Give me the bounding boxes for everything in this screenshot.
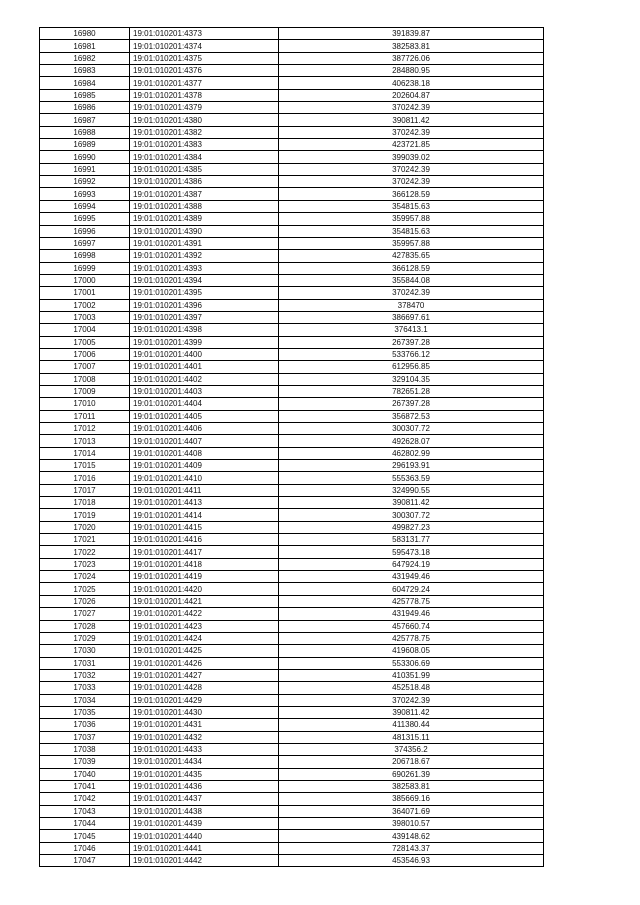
row-number-cell: 17047 <box>40 855 130 867</box>
cadastral-number-cell: 19:01:010201:4406 <box>130 423 279 435</box>
row-number-cell: 17004 <box>40 324 130 336</box>
cadastral-number-cell: 19:01:010201:4380 <box>130 114 279 126</box>
value-cell: 553306.69 <box>279 657 544 669</box>
cadastral-number-cell: 19:01:010201:4431 <box>130 719 279 731</box>
value-cell: 324990.55 <box>279 484 544 496</box>
table-row <box>40 348 544 360</box>
value-cell: 366128.59 <box>279 188 544 200</box>
cadastral-number-cell: 19:01:010201:4414 <box>130 509 279 521</box>
table-row <box>40 151 544 163</box>
value-cell: 583131.77 <box>279 534 544 546</box>
row-number-cell: 17033 <box>40 682 130 694</box>
table-row <box>40 706 544 718</box>
cadastral-number-cell: 19:01:010201:4415 <box>130 521 279 533</box>
cadastral-number-cell: 19:01:010201:4430 <box>130 706 279 718</box>
row-number-cell: 17003 <box>40 311 130 323</box>
table-row <box>40 472 544 484</box>
value-cell: 382583.81 <box>279 40 544 52</box>
table-body <box>40 28 544 867</box>
cadastral-number-cell: 19:01:010201:4423 <box>130 620 279 632</box>
value-cell: 690261.39 <box>279 768 544 780</box>
row-number-cell: 17000 <box>40 274 130 286</box>
value-cell: 431949.46 <box>279 608 544 620</box>
cadastral-number-cell: 19:01:010201:4401 <box>130 361 279 373</box>
table-row <box>40 287 544 299</box>
cadastral-number-cell: 19:01:010201:4421 <box>130 595 279 607</box>
value-cell: 390811.42 <box>279 114 544 126</box>
table-row <box>40 460 544 472</box>
value-cell: 419608.05 <box>279 645 544 657</box>
cadastral-number-cell: 19:01:010201:4397 <box>130 311 279 323</box>
table-row <box>40 805 544 817</box>
row-number-cell: 17045 <box>40 830 130 842</box>
cadastral-number-cell: 19:01:010201:4398 <box>130 324 279 336</box>
row-number-cell: 16986 <box>40 102 130 114</box>
table-row <box>40 731 544 743</box>
cadastral-number-cell: 19:01:010201:4441 <box>130 842 279 854</box>
table-row <box>40 336 544 348</box>
cadastral-number-cell: 19:01:010201:4437 <box>130 793 279 805</box>
value-cell: 300307.72 <box>279 423 544 435</box>
cadastral-number-cell: 19:01:010201:4438 <box>130 805 279 817</box>
row-number-cell: 17021 <box>40 534 130 546</box>
cadastral-number-cell: 19:01:010201:4400 <box>130 348 279 360</box>
cadastral-number-cell: 19:01:010201:4427 <box>130 669 279 681</box>
data-table <box>39 27 544 867</box>
value-cell: 356872.53 <box>279 410 544 422</box>
row-number-cell: 17002 <box>40 299 130 311</box>
row-number-cell: 17039 <box>40 756 130 768</box>
table-row <box>40 756 544 768</box>
value-cell: 370242.39 <box>279 176 544 188</box>
cadastral-number-cell: 19:01:010201:4378 <box>130 89 279 101</box>
table-row <box>40 139 544 151</box>
cadastral-number-cell: 19:01:010201:4408 <box>130 447 279 459</box>
table-row <box>40 410 544 422</box>
row-number-cell: 16997 <box>40 237 130 249</box>
value-cell: 439148.62 <box>279 830 544 842</box>
table-row <box>40 780 544 792</box>
row-number-cell: 17009 <box>40 385 130 397</box>
table-row <box>40 743 544 755</box>
table-row <box>40 571 544 583</box>
table-row <box>40 398 544 410</box>
cadastral-number-cell: 19:01:010201:4394 <box>130 274 279 286</box>
row-number-cell: 17017 <box>40 484 130 496</box>
row-number-cell: 17011 <box>40 410 130 422</box>
row-number-cell: 17030 <box>40 645 130 657</box>
value-cell: 267397.28 <box>279 336 544 348</box>
value-cell: 370242.39 <box>279 102 544 114</box>
cadastral-number-cell: 19:01:010201:4383 <box>130 139 279 151</box>
cadastral-number-cell: 19:01:010201:4375 <box>130 52 279 64</box>
table-row <box>40 225 544 237</box>
table-row <box>40 188 544 200</box>
value-cell: 370242.39 <box>279 694 544 706</box>
cadastral-number-cell: 19:01:010201:4417 <box>130 546 279 558</box>
cadastral-number-cell: 19:01:010201:4419 <box>130 571 279 583</box>
cadastral-number-cell: 19:01:010201:4442 <box>130 855 279 867</box>
table-row <box>40 558 544 570</box>
table-row <box>40 595 544 607</box>
table-row <box>40 176 544 188</box>
table-row <box>40 435 544 447</box>
value-cell: 390811.42 <box>279 497 544 509</box>
row-number-cell: 17040 <box>40 768 130 780</box>
table-row <box>40 311 544 323</box>
value-cell: 355844.08 <box>279 274 544 286</box>
value-cell: 399039.02 <box>279 151 544 163</box>
cadastral-number-cell: 19:01:010201:4395 <box>130 287 279 299</box>
value-cell: 782651.28 <box>279 385 544 397</box>
cadastral-number-cell: 19:01:010201:4387 <box>130 188 279 200</box>
cadastral-number-cell: 19:01:010201:4385 <box>130 163 279 175</box>
value-cell: 612956.85 <box>279 361 544 373</box>
value-cell: 206718.67 <box>279 756 544 768</box>
value-cell: 296193.91 <box>279 460 544 472</box>
table-row <box>40 299 544 311</box>
cadastral-number-cell: 19:01:010201:4402 <box>130 373 279 385</box>
cadastral-number-cell: 19:01:010201:4382 <box>130 126 279 138</box>
value-cell: 376413.1 <box>279 324 544 336</box>
cadastral-number-cell: 19:01:010201:4416 <box>130 534 279 546</box>
table-row <box>40 361 544 373</box>
cadastral-number-cell: 19:01:010201:4426 <box>130 657 279 669</box>
row-number-cell: 17036 <box>40 719 130 731</box>
table-row <box>40 126 544 138</box>
value-cell: 492628.07 <box>279 435 544 447</box>
row-number-cell: 16990 <box>40 151 130 163</box>
row-number-cell: 17015 <box>40 460 130 472</box>
cadastral-number-cell: 19:01:010201:4393 <box>130 262 279 274</box>
cadastral-number-cell: 19:01:010201:4376 <box>130 65 279 77</box>
value-cell: 533766.12 <box>279 348 544 360</box>
value-cell: 329104.35 <box>279 373 544 385</box>
value-cell: 354815.63 <box>279 225 544 237</box>
row-number-cell: 16994 <box>40 200 130 212</box>
row-number-cell: 17018 <box>40 497 130 509</box>
cadastral-number-cell: 19:01:010201:4420 <box>130 583 279 595</box>
table-row <box>40 40 544 52</box>
value-cell: 378470 <box>279 299 544 311</box>
cadastral-number-cell: 19:01:010201:4388 <box>130 200 279 212</box>
value-cell: 386697.61 <box>279 311 544 323</box>
value-cell: 370242.39 <box>279 126 544 138</box>
row-number-cell: 17008 <box>40 373 130 385</box>
row-number-cell: 16998 <box>40 250 130 262</box>
row-number-cell: 16981 <box>40 40 130 52</box>
cadastral-number-cell: 19:01:010201:4391 <box>130 237 279 249</box>
cadastral-number-cell: 19:01:010201:4411 <box>130 484 279 496</box>
value-cell: 385669.16 <box>279 793 544 805</box>
row-number-cell: 17043 <box>40 805 130 817</box>
row-number-cell: 16983 <box>40 65 130 77</box>
row-number-cell: 16982 <box>40 52 130 64</box>
value-cell: 390811.42 <box>279 706 544 718</box>
row-number-cell: 16984 <box>40 77 130 89</box>
cadastral-number-cell: 19:01:010201:4436 <box>130 780 279 792</box>
value-cell: 728143.37 <box>279 842 544 854</box>
row-number-cell: 16992 <box>40 176 130 188</box>
value-cell: 499827.23 <box>279 521 544 533</box>
row-number-cell: 16988 <box>40 126 130 138</box>
table-row <box>40 213 544 225</box>
table-row <box>40 89 544 101</box>
row-number-cell: 17007 <box>40 361 130 373</box>
cadastral-number-cell: 19:01:010201:4425 <box>130 645 279 657</box>
table-row <box>40 583 544 595</box>
row-number-cell: 17016 <box>40 472 130 484</box>
row-number-cell: 17035 <box>40 706 130 718</box>
value-cell: 267397.28 <box>279 398 544 410</box>
value-cell: 370242.39 <box>279 163 544 175</box>
row-number-cell: 17012 <box>40 423 130 435</box>
table-row <box>40 423 544 435</box>
cadastral-number-cell: 19:01:010201:4433 <box>130 743 279 755</box>
value-cell: 391839.87 <box>279 28 544 40</box>
value-cell: 387726.06 <box>279 52 544 64</box>
cadastral-number-cell: 19:01:010201:4399 <box>130 336 279 348</box>
table-row <box>40 768 544 780</box>
row-number-cell: 16991 <box>40 163 130 175</box>
table-row <box>40 484 544 496</box>
value-cell: 382583.81 <box>279 780 544 792</box>
value-cell: 370242.39 <box>279 287 544 299</box>
table-row <box>40 793 544 805</box>
cadastral-number-cell: 19:01:010201:4432 <box>130 731 279 743</box>
table-row <box>40 373 544 385</box>
row-number-cell: 17020 <box>40 521 130 533</box>
table-row <box>40 200 544 212</box>
cadastral-number-cell: 19:01:010201:4405 <box>130 410 279 422</box>
value-cell: 425778.75 <box>279 632 544 644</box>
cadastral-number-cell: 19:01:010201:4440 <box>130 830 279 842</box>
table-row <box>40 497 544 509</box>
row-number-cell: 17001 <box>40 287 130 299</box>
row-number-cell: 17026 <box>40 595 130 607</box>
cadastral-number-cell: 19:01:010201:4407 <box>130 435 279 447</box>
table-row <box>40 818 544 830</box>
table-row <box>40 645 544 657</box>
cadastral-number-cell: 19:01:010201:4428 <box>130 682 279 694</box>
row-number-cell: 16980 <box>40 28 130 40</box>
cadastral-number-cell: 19:01:010201:4439 <box>130 818 279 830</box>
cadastral-number-cell: 19:01:010201:4435 <box>130 768 279 780</box>
table-row <box>40 719 544 731</box>
row-number-cell: 16989 <box>40 139 130 151</box>
row-number-cell: 16999 <box>40 262 130 274</box>
row-number-cell: 17010 <box>40 398 130 410</box>
table-row <box>40 694 544 706</box>
table-row <box>40 102 544 114</box>
value-cell: 457660.74 <box>279 620 544 632</box>
row-number-cell: 17027 <box>40 608 130 620</box>
table-row <box>40 52 544 64</box>
table-row <box>40 237 544 249</box>
cadastral-number-cell: 19:01:010201:4396 <box>130 299 279 311</box>
cadastral-number-cell: 19:01:010201:4392 <box>130 250 279 262</box>
value-cell: 452518.48 <box>279 682 544 694</box>
row-number-cell: 16996 <box>40 225 130 237</box>
value-cell: 595473.18 <box>279 546 544 558</box>
value-cell: 431949.46 <box>279 571 544 583</box>
cadastral-number-cell: 19:01:010201:4377 <box>130 77 279 89</box>
cadastral-number-cell: 19:01:010201:4404 <box>130 398 279 410</box>
cadastral-number-cell: 19:01:010201:4403 <box>130 385 279 397</box>
table-row <box>40 546 544 558</box>
table-row <box>40 669 544 681</box>
row-number-cell: 17028 <box>40 620 130 632</box>
value-cell: 410351.99 <box>279 669 544 681</box>
value-cell: 427835.65 <box>279 250 544 262</box>
value-cell: 398010.57 <box>279 818 544 830</box>
row-number-cell: 17038 <box>40 743 130 755</box>
value-cell: 423721.85 <box>279 139 544 151</box>
value-cell: 300307.72 <box>279 509 544 521</box>
value-cell: 366128.59 <box>279 262 544 274</box>
row-number-cell: 17046 <box>40 842 130 854</box>
table-row <box>40 274 544 286</box>
row-number-cell: 16993 <box>40 188 130 200</box>
value-cell: 364071.69 <box>279 805 544 817</box>
cadastral-number-cell: 19:01:010201:4379 <box>130 102 279 114</box>
value-cell: 359957.88 <box>279 213 544 225</box>
cadastral-number-cell: 19:01:010201:4373 <box>130 28 279 40</box>
table-row <box>40 163 544 175</box>
row-number-cell: 17041 <box>40 780 130 792</box>
row-number-cell: 17024 <box>40 571 130 583</box>
table-row <box>40 385 544 397</box>
value-cell: 354815.63 <box>279 200 544 212</box>
value-cell: 406238.18 <box>279 77 544 89</box>
value-cell: 425778.75 <box>279 595 544 607</box>
table-row <box>40 250 544 262</box>
cadastral-number-cell: 19:01:010201:4429 <box>130 694 279 706</box>
row-number-cell: 17037 <box>40 731 130 743</box>
value-cell: 359957.88 <box>279 237 544 249</box>
table-row <box>40 447 544 459</box>
row-number-cell: 17013 <box>40 435 130 447</box>
table-row <box>40 830 544 842</box>
row-number-cell: 17044 <box>40 818 130 830</box>
table-row <box>40 521 544 533</box>
cadastral-number-cell: 19:01:010201:4374 <box>130 40 279 52</box>
row-number-cell: 17023 <box>40 558 130 570</box>
cadastral-number-cell: 19:01:010201:4422 <box>130 608 279 620</box>
cadastral-number-cell: 19:01:010201:4384 <box>130 151 279 163</box>
value-cell: 555363.59 <box>279 472 544 484</box>
value-cell: 284880.95 <box>279 65 544 77</box>
cadastral-number-cell: 19:01:010201:4424 <box>130 632 279 644</box>
value-cell: 604729.24 <box>279 583 544 595</box>
row-number-cell: 17022 <box>40 546 130 558</box>
row-number-cell: 17019 <box>40 509 130 521</box>
row-number-cell: 17042 <box>40 793 130 805</box>
row-number-cell: 16987 <box>40 114 130 126</box>
cadastral-number-cell: 19:01:010201:4413 <box>130 497 279 509</box>
row-number-cell: 16995 <box>40 213 130 225</box>
table-row <box>40 534 544 546</box>
table-row <box>40 620 544 632</box>
row-number-cell: 17034 <box>40 694 130 706</box>
cadastral-number-cell: 19:01:010201:4410 <box>130 472 279 484</box>
value-cell: 374356.2 <box>279 743 544 755</box>
row-number-cell: 17031 <box>40 657 130 669</box>
value-cell: 647924.19 <box>279 558 544 570</box>
table-row <box>40 682 544 694</box>
value-cell: 481315.11 <box>279 731 544 743</box>
value-cell: 202604.87 <box>279 89 544 101</box>
cadastral-number-cell: 19:01:010201:4418 <box>130 558 279 570</box>
row-number-cell: 17006 <box>40 348 130 360</box>
table-row <box>40 608 544 620</box>
cadastral-number-cell: 19:01:010201:4409 <box>130 460 279 472</box>
table-row <box>40 28 544 40</box>
cadastral-number-cell: 19:01:010201:4434 <box>130 756 279 768</box>
row-number-cell: 16985 <box>40 89 130 101</box>
row-number-cell: 17032 <box>40 669 130 681</box>
table-row <box>40 509 544 521</box>
table-row <box>40 842 544 854</box>
table-row <box>40 632 544 644</box>
cadastral-number-cell: 19:01:010201:4390 <box>130 225 279 237</box>
table-row <box>40 324 544 336</box>
table-row <box>40 77 544 89</box>
cadastral-number-cell: 19:01:010201:4389 <box>130 213 279 225</box>
value-cell: 462802.99 <box>279 447 544 459</box>
row-number-cell: 17029 <box>40 632 130 644</box>
row-number-cell: 17014 <box>40 447 130 459</box>
table-row <box>40 114 544 126</box>
table-row <box>40 262 544 274</box>
table-row <box>40 855 544 867</box>
value-cell: 411380.44 <box>279 719 544 731</box>
cadastral-number-cell: 19:01:010201:4386 <box>130 176 279 188</box>
row-number-cell: 17025 <box>40 583 130 595</box>
table-row <box>40 65 544 77</box>
row-number-cell: 17005 <box>40 336 130 348</box>
table-row <box>40 657 544 669</box>
value-cell: 453546.93 <box>279 855 544 867</box>
